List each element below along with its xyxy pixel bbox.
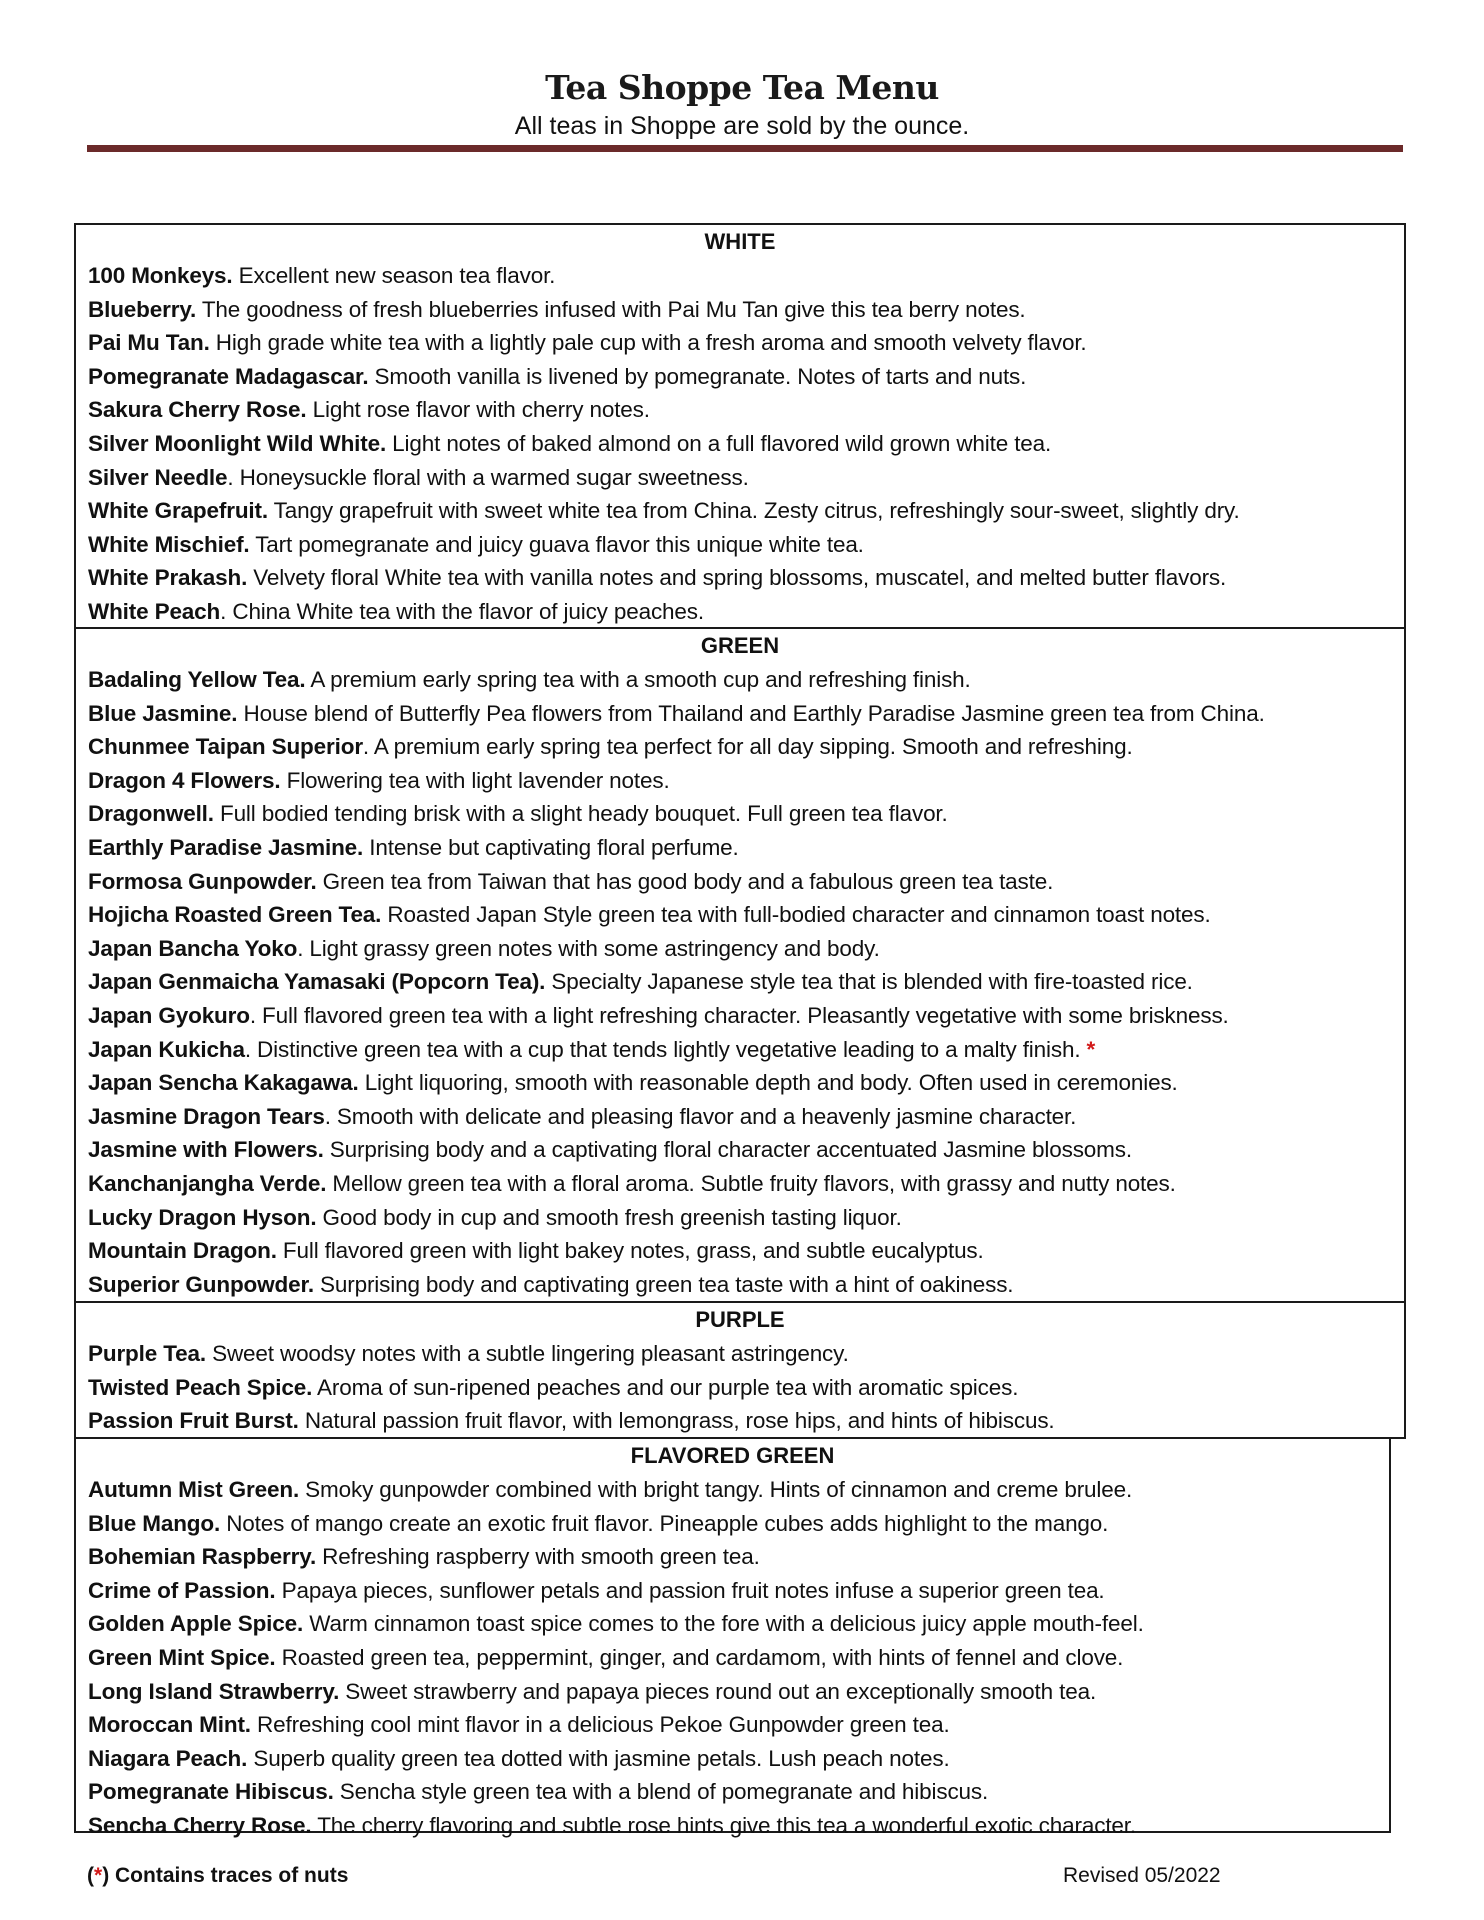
section-heading: GREEN xyxy=(700,633,780,658)
tea-name: Moroccan Mint. xyxy=(88,1712,251,1738)
tea-item xyxy=(88,494,1404,528)
tea-description: Roasted Japan Style green tea with full-bodied character and cinnamon toast notes. xyxy=(381,902,1211,928)
tea-description: Warm cinnamon toast spice comes to the fore with a delicious juicy apple mouth-feel. xyxy=(303,1611,1144,1637)
tea-item xyxy=(88,1066,1404,1100)
tea-description: . Light grassy green notes with some astringency and body. xyxy=(297,935,880,961)
nut-allergy-note xyxy=(87,1864,348,1888)
tea-item xyxy=(88,932,1404,966)
tea-name: Golden Apple Spice. xyxy=(88,1611,304,1637)
tea-name: Passion Fruit Burst. xyxy=(88,1408,299,1434)
tea-name: Purple Tea. xyxy=(88,1341,206,1366)
tea-item xyxy=(88,1234,1404,1268)
tea-item xyxy=(88,797,1404,831)
tea-item xyxy=(88,1641,1389,1675)
tea-description: The cherry flavoring and subtle rose hints give this tea a wonderful exotic character. xyxy=(311,1812,1136,1838)
tea-name: Sakura Cherry Rose. xyxy=(88,397,307,423)
tea-name: Formosa Gunpowder. xyxy=(88,868,317,894)
tea-name: White Prakash. xyxy=(88,565,248,591)
tea-description: A premium early spring tea with a smooth cup and refreshing finish. xyxy=(305,667,971,692)
tea-description: Excellent new season tea flavor. xyxy=(232,263,556,288)
tea-item xyxy=(88,326,1404,360)
tea-item xyxy=(88,427,1404,461)
tea-description: Roasted green tea, peppermint, ginger, and cardamom, with hints of fennel and clove. xyxy=(275,1644,1124,1670)
tea-item xyxy=(88,1574,1389,1608)
tea-name: Dragonwell. xyxy=(88,801,214,827)
tea-name: Hojicha Roasted Green Tea. xyxy=(88,902,382,928)
tea-item xyxy=(88,528,1404,562)
tea-name: Superior Gunpowder. xyxy=(88,1271,314,1297)
tea-item xyxy=(88,764,1404,798)
tea-name: Japan Sencha Kakagawa. xyxy=(88,1070,359,1096)
section-white xyxy=(74,223,1406,629)
section-green xyxy=(74,627,1406,1303)
tea-item xyxy=(88,1337,1404,1371)
tea-description: Full bodied tending brisk with a slight heady bouquet. Full green tea flavor. xyxy=(213,801,948,827)
tea-item xyxy=(88,697,1404,731)
tea-description: Smoky gunpowder combined with bright tangy. Hints of cinnamon and creme brulee. xyxy=(299,1477,1133,1502)
tea-name: White Mischief. xyxy=(88,531,250,557)
tea-description: Specialty Japanese style tea that is blended with fire-toasted rice. xyxy=(545,969,1193,995)
tea-name: Jasmine with Flowers. xyxy=(88,1137,324,1163)
tea-description: Tart pomegranate and juicy guava flavor this unique white tea. xyxy=(249,531,864,557)
tea-description: Sweet woodsy notes with a subtle lingering pleasant astringency. xyxy=(205,1341,849,1366)
tea-name: Pomegranate Hibiscus. xyxy=(88,1779,334,1805)
section-heading: FLAVORED GREEN xyxy=(630,1443,835,1468)
tea-name: Badaling Yellow Tea. xyxy=(88,667,306,692)
tea-description: Tangy grapefruit with sweet white tea from China. Zesty citrus, refreshingly sour-sweet, slightly dry. xyxy=(267,498,1240,524)
page-subtitle: All teas in Shoppe are sold by the ounce. xyxy=(514,112,970,140)
tea-name: Sencha Cherry Rose. xyxy=(88,1812,312,1838)
section-purple xyxy=(74,1301,1406,1439)
tea-description: Natural passion fruit flavor, with lemongrass, rose hips, and hints of hibiscus. xyxy=(298,1408,1055,1434)
tea-item xyxy=(88,1133,1404,1167)
tea-item xyxy=(88,1100,1404,1134)
tea-item xyxy=(88,1809,1389,1843)
tea-description: House blend of Butterfly Pea flowers from Thailand and Earthly Paradise Jasmine green tea from China. xyxy=(237,700,1265,726)
tea-item xyxy=(88,1708,1389,1742)
tea-name: Long Island Strawberry. xyxy=(88,1678,340,1704)
tea-item xyxy=(88,1201,1404,1235)
tea-item xyxy=(88,1540,1389,1574)
tea-description: Flowering tea with light lavender notes. xyxy=(280,767,670,793)
tea-description: The goodness of fresh blueberries infused with Pai Mu Tan give this tea berry notes. xyxy=(196,296,1026,322)
tea-item xyxy=(88,393,1404,427)
tea-item xyxy=(88,360,1404,394)
tea-description: Sencha style green tea with a blend of pomegranate and hibiscus. xyxy=(333,1779,989,1805)
tea-description: Surprising body and captivating green tea taste with a hint of oakiness. xyxy=(313,1271,1014,1297)
tea-description: Aroma of sun-ripened peaches and our purple tea with aromatic spices. xyxy=(312,1374,1019,1400)
tea-item xyxy=(88,1675,1389,1709)
tea-item xyxy=(88,293,1404,327)
revision-date: Revised 05/2022 xyxy=(1063,1864,1221,1887)
tea-name: Blueberry. xyxy=(88,296,197,322)
tea-description: . Smooth with delicate and pleasing flavor and a heavenly jasmine character. xyxy=(324,1103,1077,1129)
tea-name: Mountain Dragon. xyxy=(88,1238,277,1264)
section-heading: PURPLE xyxy=(695,1307,785,1332)
tea-name: Japan Gyokuro xyxy=(88,1002,250,1028)
tea-item xyxy=(88,865,1404,899)
tea-item xyxy=(88,1775,1389,1809)
tea-description: Light rose flavor with cherry notes. xyxy=(306,397,650,423)
section-heading: WHITE xyxy=(704,229,776,254)
tea-description: Smooth vanilla is livened by pomegranate. Notes of tarts and nuts. xyxy=(368,363,1027,389)
tea-name: Earthly Paradise Jasmine. xyxy=(88,834,364,860)
tea-description: Mellow green tea with a floral aroma. Subtle fruity flavors, with grassy and nutty notes. xyxy=(326,1170,1176,1196)
tea-description: Velvety floral White tea with vanilla notes and spring blossoms, muscatel, and melted butter flavors. xyxy=(247,565,1227,591)
tea-name: Silver Moonlight Wild White. xyxy=(88,430,387,456)
tea-description: Papaya pieces, sunflower petals and passion fruit notes infuse a superior green tea. xyxy=(275,1577,1105,1603)
tea-name: Silver Needle xyxy=(88,464,228,490)
tea-description: . Distinctive green tea with a cup that tends lightly vegetative leading to a malty finish. xyxy=(244,1036,1087,1062)
tea-item xyxy=(88,999,1404,1033)
tea-item xyxy=(88,259,1404,293)
tea-description: High grade white tea with a lightly pale cup with a fresh aroma and smooth velvety flavor. xyxy=(209,330,1087,356)
tea-item xyxy=(88,561,1404,595)
tea-description: . China White tea with the flavor of juicy peaches. xyxy=(220,598,704,624)
tea-description: . Full flavored green tea with a light refreshing character. Pleasantly vegetative with some briskness. xyxy=(249,1002,1229,1028)
tea-description: Sweet strawberry and papaya pieces round out an exceptionally smooth tea. xyxy=(339,1678,1097,1704)
tea-name: Kanchanjangha Verde. xyxy=(88,1170,327,1196)
tea-description: Intense but captivating floral perfume. xyxy=(363,834,739,860)
tea-item xyxy=(88,1607,1389,1641)
tea-item xyxy=(88,1167,1404,1201)
tea-item xyxy=(88,461,1404,495)
tea-name: Jasmine Dragon Tears xyxy=(88,1103,325,1129)
tea-description: Light liquoring, smooth with reasonable depth and body. Often used in ceremonies. xyxy=(358,1070,1178,1096)
tea-item xyxy=(88,595,1404,629)
tea-name: Bohemian Raspberry. xyxy=(88,1544,317,1570)
tea-name: White Grapefruit. xyxy=(88,498,268,524)
nut-asterisk: * xyxy=(1086,1036,1096,1062)
tea-name: Chunmee Taipan Superior xyxy=(88,734,363,760)
tea-item xyxy=(88,730,1404,764)
tea-name: 100 Monkeys. xyxy=(88,263,233,288)
tea-name: Japan Kukicha xyxy=(88,1036,245,1062)
tea-description: Notes of mango create an exotic fruit flavor. Pineapple cubes adds highlight to the mango. xyxy=(220,1510,1109,1536)
tea-description: Superb quality green tea dotted with jasmine petals. Lush peach notes. xyxy=(247,1745,950,1771)
tea-name: Blue Jasmine. xyxy=(88,700,238,726)
tea-description: . Honeysuckle floral with a warmed sugar sweetness. xyxy=(227,464,749,490)
tea-name: Niagara Peach. xyxy=(88,1745,248,1771)
tea-item xyxy=(88,1507,1389,1541)
tea-name: Japan Genmaicha Yamasaki (Popcorn Tea). xyxy=(88,969,546,995)
tea-description: Refreshing raspberry with smooth green tea. xyxy=(316,1544,760,1570)
tea-name: Twisted Peach Spice. xyxy=(88,1374,313,1400)
tea-item xyxy=(88,1371,1404,1405)
tea-description: Refreshing cool mint flavor in a delicious Pekoe Gunpowder green tea. xyxy=(250,1712,950,1738)
tea-name: Pomegranate Madagascar. xyxy=(88,363,369,389)
section-flavored-green xyxy=(74,1437,1391,1838)
tea-description: Good body in cup and smooth fresh greenish tasting liquor. xyxy=(316,1204,902,1230)
nut-asterisk: * xyxy=(94,1864,103,1887)
tea-name: Blue Mango. xyxy=(88,1510,221,1536)
tea-name: Lucky Dragon Hyson. xyxy=(88,1204,317,1230)
tea-name: Crime of Passion. xyxy=(88,1577,276,1603)
header-divider xyxy=(87,145,1403,152)
tea-description: . A premium early spring tea perfect for all day sipping. Smooth and refreshing. xyxy=(362,734,1133,760)
tea-description: Full flavored green with light bakey notes, grass, and subtle eucalyptus. xyxy=(276,1238,984,1264)
tea-item xyxy=(88,1404,1404,1438)
tea-name: Autumn Mist Green. xyxy=(88,1477,300,1502)
footnote-text: ) Contains traces of nuts xyxy=(102,1864,349,1887)
tea-name: Green Mint Spice. xyxy=(88,1644,276,1670)
tea-item xyxy=(88,1268,1404,1302)
tea-item xyxy=(88,663,1404,697)
tea-description: Green tea from Taiwan that has good body and a fabulous green tea taste. xyxy=(316,868,1054,894)
tea-name: Pai Mu Tan. xyxy=(88,330,210,356)
tea-name: White Peach xyxy=(88,598,221,624)
tea-item xyxy=(88,898,1404,932)
tea-name: Dragon 4 Flowers. xyxy=(88,767,281,793)
tea-item xyxy=(88,831,1404,865)
tea-name: Japan Bancha Yoko xyxy=(88,935,298,961)
tea-description: Light notes of baked almond on a full flavored wild grown white tea. xyxy=(386,430,1052,456)
page-title: Tea Shoppe Tea Menu xyxy=(545,68,939,107)
tea-item xyxy=(88,1033,1404,1067)
tea-item xyxy=(88,1473,1389,1507)
tea-item xyxy=(88,1742,1389,1776)
tea-description: Surprising body and a captivating floral character accentuated Jasmine blossoms. xyxy=(323,1137,1132,1163)
footnote-open-paren: ( xyxy=(87,1864,94,1887)
tea-item xyxy=(88,965,1404,999)
